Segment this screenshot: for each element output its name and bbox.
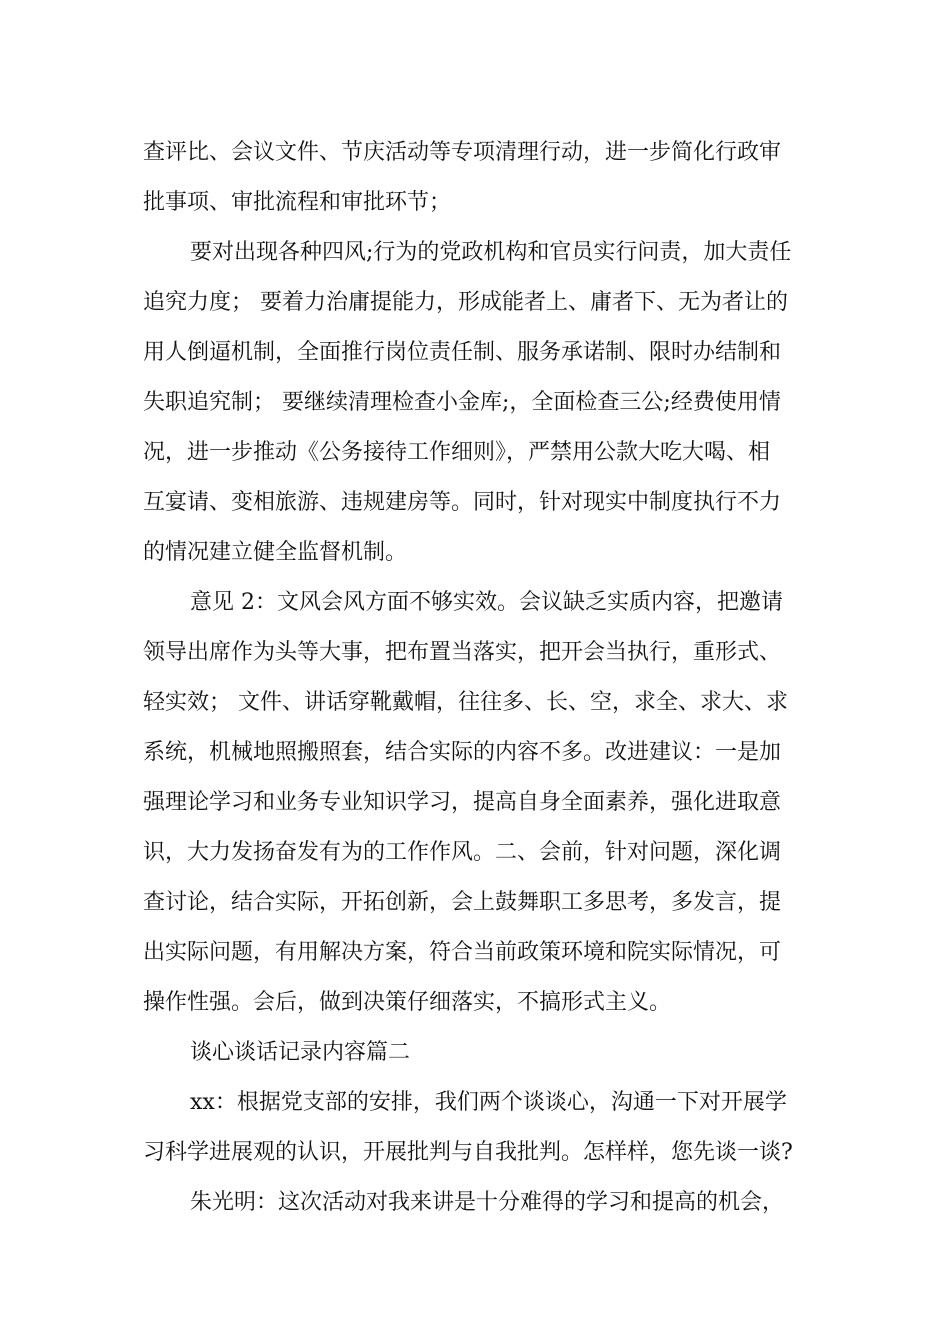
- text-line: 的情况建立健全监督机制。: [143, 540, 408, 565]
- paragraph-start-line: 朱光明：这次活动对我来讲是十分难得的学习和提高的机会，: [190, 1190, 785, 1215]
- text-line: 操作性强。会后，做到决策仔细落实，不搞形式主义。: [143, 990, 672, 1015]
- paragraph-start-line: 意见 2：文风会风方面不够实效。会议缺乏实质内容，把邀请: [190, 590, 783, 615]
- text-line: 互宴请、变相旅游、违规建房等。同时，针对现实中制度执行不力: [143, 490, 782, 515]
- text-line: 批事项、审批流程和审批环节；: [143, 190, 452, 215]
- text-line: 失职追究制； 要继续清理检查小金库;，全面检查三公;经费使用情: [143, 390, 781, 415]
- paragraph-start-line: xx：根据党支部的安排，我们两个谈谈心，沟通一下对开展学: [190, 1090, 787, 1115]
- section-heading: 谈心谈话记录内容篇二: [190, 1040, 411, 1065]
- text-line: 追究力度； 要着力治庸提能力，形成能者上、庸者下、无为者让的: [143, 290, 788, 315]
- text-line: 识，大力发扬奋发有为的工作作风。二、会前，针对问题，深化调: [143, 840, 782, 865]
- text-line: 系统，机械地照搬照套，结合实际的内容不多。改进建议：一是加: [143, 740, 782, 765]
- text-line: 况，进一步推动《公务接待工作细则》，严禁用公款大吃大喝、相: [143, 440, 771, 465]
- text-line: 领导出席作为头等大事，把布置当落实，把开会当执行，重形式、: [143, 640, 782, 665]
- text-line: 习科学进展观的认识，开展批判与自我批判。怎样样，您先谈一谈?: [143, 1140, 793, 1165]
- text-line: 查讨论，结合实际，开拓创新，会上鼓舞职工多思考，多发言，提: [143, 890, 782, 915]
- text-line: 查评比、会议文件、节庆活动等专项清理行动，进一步简化行政审: [143, 140, 782, 165]
- text-line: 强理论学习和业务专业知识学习，提高自身全面素养，强化进取意: [143, 790, 782, 815]
- text-line: 用人倒逼机制，全面推行岗位责任制、服务承诺制、限时办结制和: [143, 340, 782, 365]
- paragraph-start-line: 要对出现各种四风;行为的党政机构和官员实行问责，加大责任: [190, 240, 792, 265]
- text-line: 出实际问题，有用解决方案，符合当前政策环境和院实际情况，可: [143, 940, 782, 965]
- text-line: 轻实效； 文件、讲话穿靴戴帽，往往多、长、空，求全、求大、求: [143, 690, 788, 715]
